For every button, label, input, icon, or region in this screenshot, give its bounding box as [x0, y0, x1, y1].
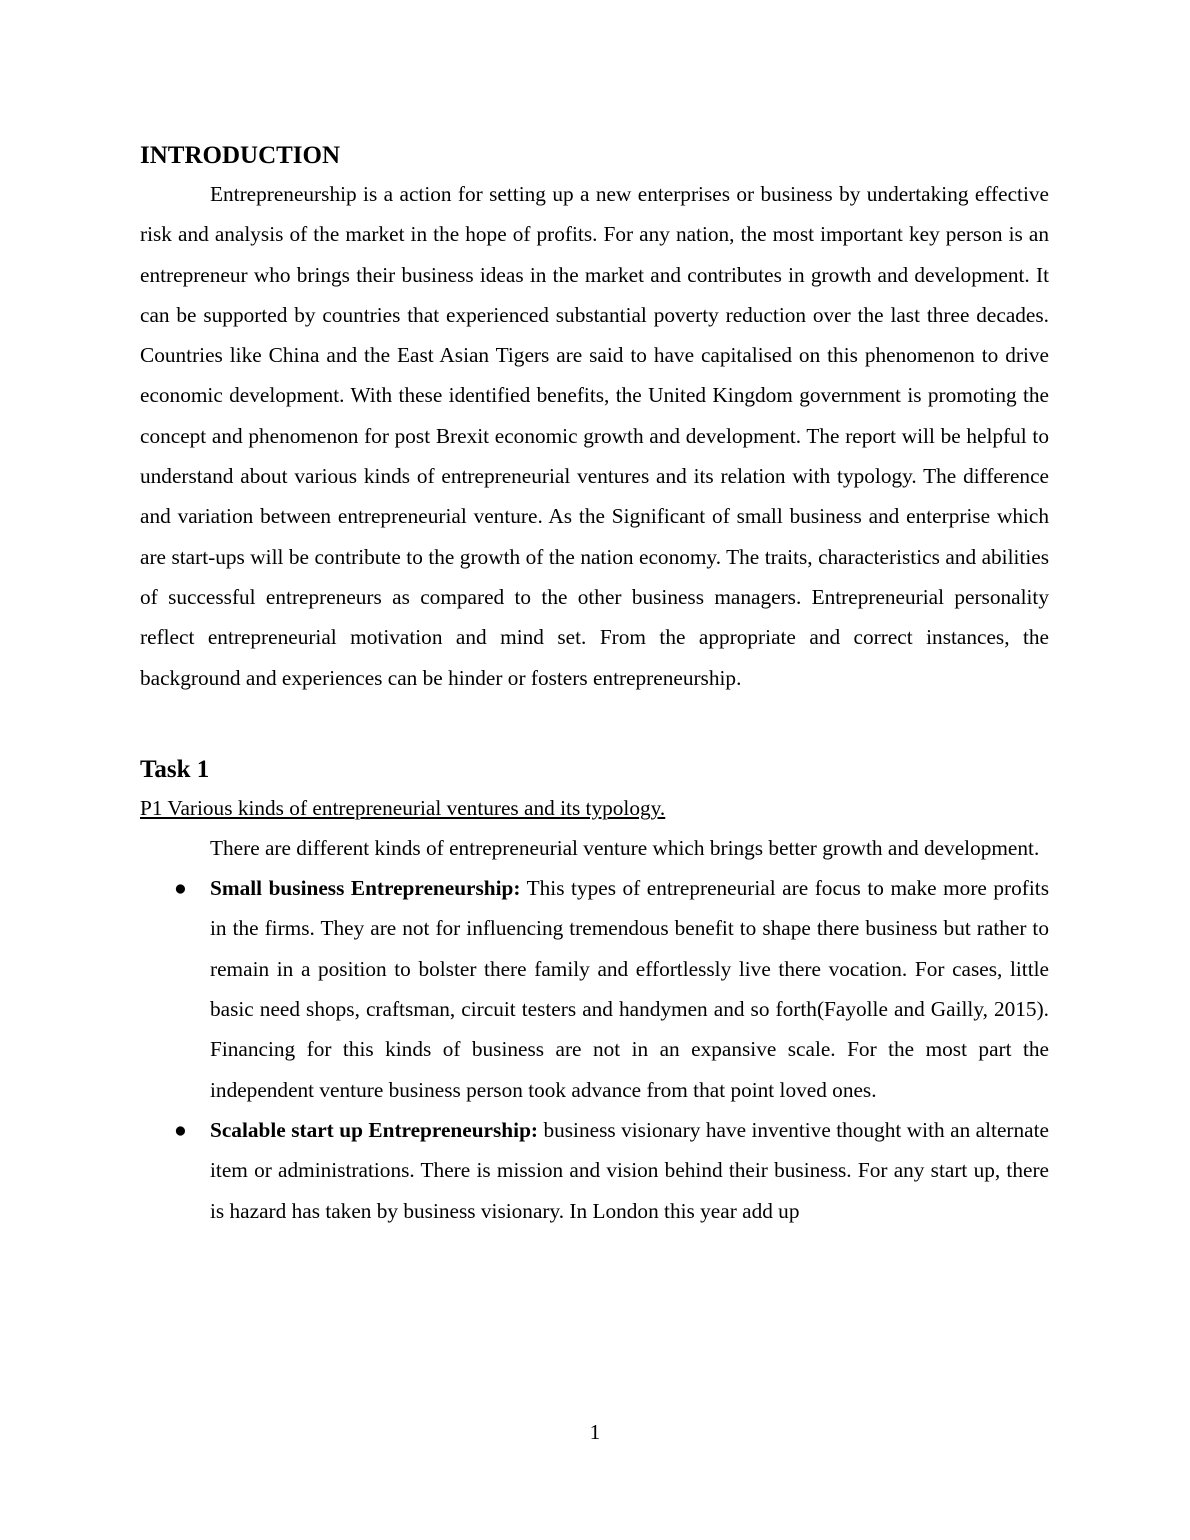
venture-types-list [140, 868, 1049, 1231]
task1-intro-paragraph: There are different kinds of entrepreneurial venture which brings better growth and development. [210, 835, 1040, 860]
list-item-title: Small business Entrepreneurship: [210, 876, 521, 901]
list-item-text: This types of entrepreneurial are focus to make more profits in the firms. They are not for influencing tremendous benefit to shape there business but rather to remain in a position to bolster there family and effortlessly live there vocation. For cases, little basic need shops, craftsman, circuit testers and handymen and so forth(Fayolle and Gailly, 2015). Financing for this kinds of business are not in an expansive scale. For the most part the independent venture business person took advance from that point loved ones. [210, 876, 1049, 1102]
list-item-text: business visionary have inventive thought with an alternate item or administrations. There is mission and vision behind their business. For any start up, there is hazard has taken by business visionary. In London this year add up [210, 1117, 1049, 1223]
bullet-icon: ● [174, 1117, 187, 1142]
page-content [140, 138, 1049, 1231]
introduction-paragraph: Entrepreneurship is a action for setting up a new enterprises or business by undertaking effective risk and analysis of the market in the hope of profits. For any nation, the most important key person is an entrepreneur who brings their business ideas in the market and contributes in growth and development. It can be supported by countries that experienced substantial poverty reduction over the last three decades. Countries like China and the East Asian Tigers are said to have capitalised on this phenomenon to drive economic development. With these identified benefits, the United Kingdom government is promoting the concept and phenomenon for post Brexit economic growth and development. The report will be helpful to understand about various kinds of entrepreneurial ventures and its relation with typology. The difference and variation between entrepreneurial venture. As the Significant of small business and enterprise which are start-ups will be contribute to the growth of the nation economy. The traits, characteristics and abilities of successful entrepreneurs as compared to the other business managers. Entrepreneurial personality reflect entrepreneurial motivation and mind set. From the appropriate and correct instances, the background and experiences can be hinder or fosters entrepreneurship. [140, 182, 1049, 690]
task1-subheading: P1 Various kinds of entrepreneurial ventures and its typology. [140, 795, 666, 820]
list-item-title: Scalable start up Entrepreneurship: [210, 1117, 538, 1142]
task1-heading: Task 1 [140, 755, 210, 783]
list-item [174, 1110, 1049, 1231]
page-number: 1 [589, 1420, 601, 1444]
list-item [174, 868, 1049, 1110]
bullet-icon: ● [174, 876, 187, 901]
introduction-heading: INTRODUCTION [140, 142, 341, 169]
